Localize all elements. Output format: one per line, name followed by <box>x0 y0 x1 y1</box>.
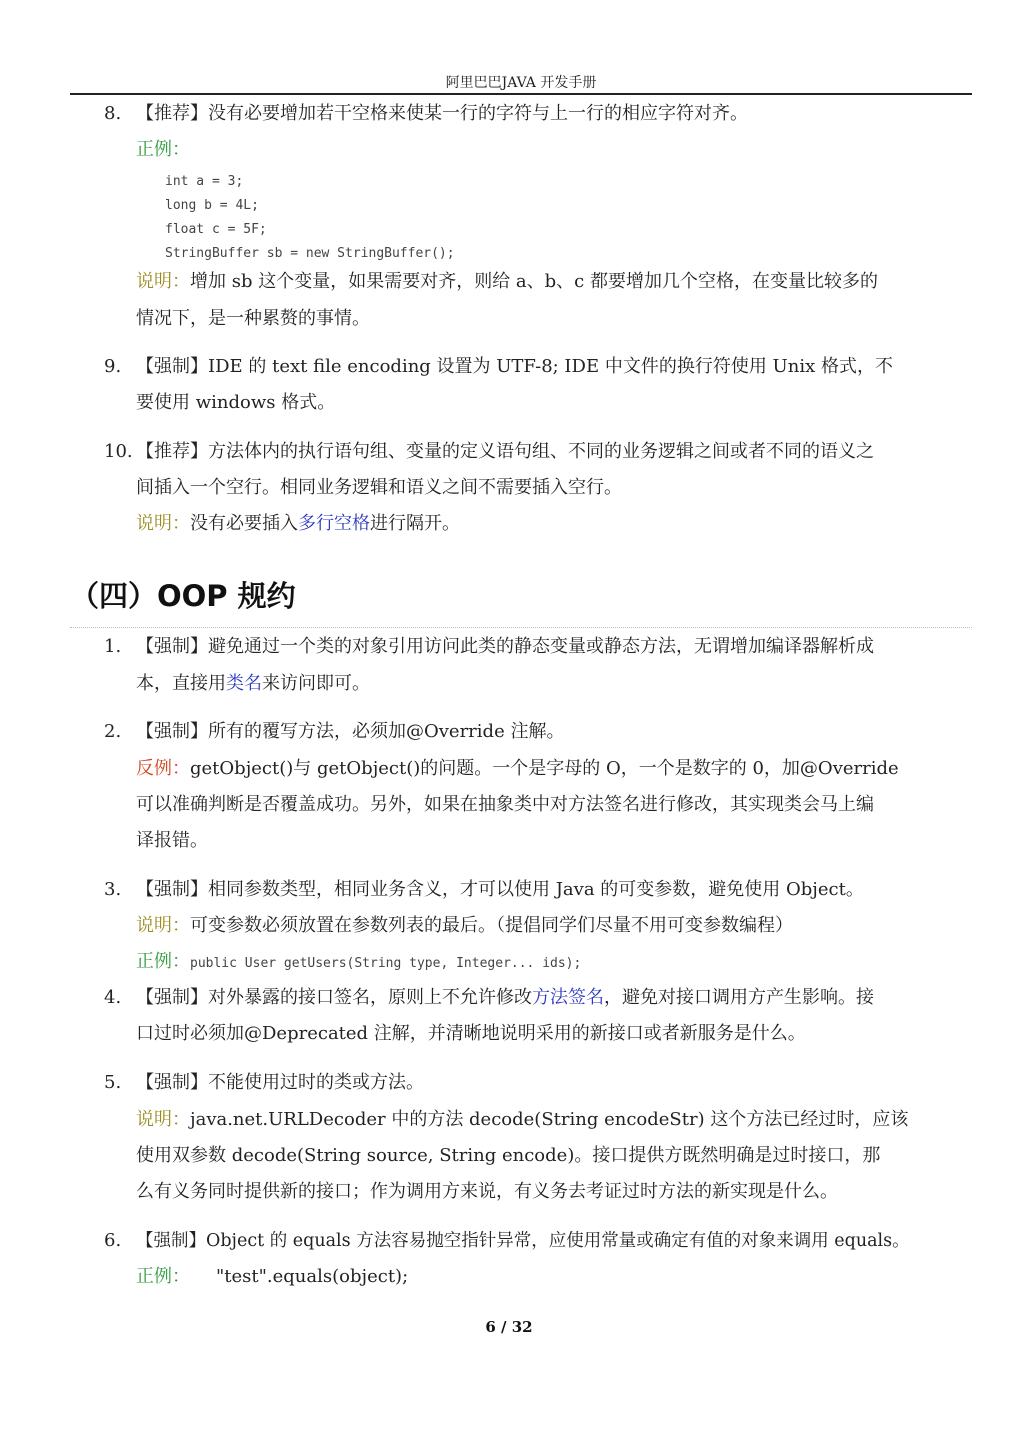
item-number: 8. <box>104 103 122 124</box>
counter-example-line <box>136 757 899 781</box>
counter-text: 可以准确判断是否覆盖成功。另外，如果在抽象类中对方法签名进行修改，其实现类会马上编 <box>136 794 874 815</box>
item-text: 【强制】不能使用过时的类或方法。 <box>136 1072 424 1093</box>
item-text: 【强制】IDE 的 text file encoding 设置为 UTF-8; IDE 中文件的换行符使用 Unix 格式，不 <box>136 356 893 377</box>
page-number: 6 / 32 <box>485 1318 533 1336</box>
link-text[interactable]: 类名 <box>226 673 262 694</box>
item-text: 口过时必须加@Deprecated 注解，并清晰地说明采用的新接口或者新服务是什么。 <box>136 1023 806 1044</box>
code-line: int a = 3; <box>165 174 244 189</box>
note-text: 进行隔开。 <box>370 513 460 534</box>
item-text: 【推荐】没有必要增加若干空格来使某一行的字符与上一行的相应字符对齐。 <box>136 103 748 124</box>
note-label: 说明： <box>136 915 190 936</box>
item-text: 间插入一个空行。相同业务逻辑和语义之间不需要插入空行。 <box>136 477 622 498</box>
text-segment: ，避免对接口调用方产生影响。接 <box>604 987 874 1008</box>
example-line <box>136 1265 408 1289</box>
code-line: StringBuffer sb = new StringBuffer(); <box>165 246 455 261</box>
item-text: 【强制】相同参数类型，相同业务含义，才可以使用 Java 的可变参数，避免使用 Object。 <box>136 879 864 900</box>
example-label: 正例： <box>136 951 190 972</box>
note-text: java.net.URLDecoder 中的方法 decode(String encodeStr) 这个方法已经过时，应该 <box>190 1109 909 1130</box>
item-number: 1. <box>104 636 122 657</box>
note-label: 说明： <box>136 271 190 292</box>
section-title: （四）OOP 规约 <box>70 579 296 613</box>
item-number: 3. <box>104 879 122 900</box>
section-divider <box>70 627 972 628</box>
text-segment: 本，直接用 <box>136 673 226 694</box>
example-line <box>136 950 581 976</box>
item-text: 【强制】Object 的 equals 方法容易抛空指针异常，应使用常量或确定有值的对象来调用 equals。 <box>136 1231 910 1251</box>
counter-text: 译报错。 <box>136 830 208 851</box>
text-segment: 【强制】对外暴露的接口签名，原则上不允许修改 <box>136 987 532 1008</box>
item-number: 5. <box>104 1072 122 1093</box>
link-text[interactable]: 方法签名 <box>532 987 604 1008</box>
example-label: 正例： <box>136 139 190 160</box>
item-text: 【推荐】方法体内的执行语句组、变量的定义语句组、不同的业务逻辑之间或者不同的语义之 <box>136 441 874 462</box>
item-text <box>136 986 874 1010</box>
code-line: long b = 4L; <box>165 198 259 213</box>
item-number: 6. <box>104 1230 122 1251</box>
example-code: "test".equals(object); <box>216 1266 409 1287</box>
item-text <box>136 672 370 696</box>
note-line <box>136 270 878 294</box>
note-label: 说明： <box>136 513 190 534</box>
item-number: 2. <box>104 721 122 742</box>
text-segment: 来访问即可。 <box>262 673 370 694</box>
item-number: 4. <box>104 987 122 1008</box>
item-number: 10. <box>104 441 133 462</box>
header-title: 阿里巴巴JAVA 开发手册 <box>445 75 597 91</box>
note-line: 情况下，是一种累赘的事情。 <box>136 308 370 329</box>
note-text: 没有必要插入 <box>190 513 298 534</box>
note-label: 说明： <box>136 1109 190 1130</box>
example-label: 正例： <box>136 1266 190 1287</box>
code-line: float c = 5F; <box>165 222 267 237</box>
item-number: 9. <box>104 356 122 377</box>
item-text: 【强制】避免通过一个类的对象引用访问此类的静态变量或静态方法，无谓增加编译器解析成 <box>136 636 874 657</box>
note-line <box>136 1108 908 1132</box>
page-header <box>70 72 972 95</box>
note-line <box>136 512 460 536</box>
page-footer <box>0 1318 1018 1336</box>
note-text: 使用双参数 decode(String source, String encode)。接口提供方既然明确是过时接口，那 <box>136 1145 881 1166</box>
note-text: 可变参数必须放置在参数列表的最后。（提倡同学们尽量不用可变参数编程） <box>190 915 793 936</box>
note-text: 增加 sb 这个变量，如果需要对齐，则给 a、b、c 都要增加几个空格，在变量比较多的 <box>190 271 878 292</box>
link-text[interactable]: 多行空格 <box>298 513 370 534</box>
item-text: 【强制】所有的覆写方法，必须加@Override 注解。 <box>136 721 565 742</box>
example-code: public User getUsers(String type, Integer... ids); <box>190 956 582 971</box>
note-text: 么有义务同时提供新的接口；作为调用方来说，有义务去考证过时方法的新实现是什么。 <box>136 1181 838 1202</box>
counter-example-label: 反例： <box>136 758 190 779</box>
item-text: 要使用 windows 格式。 <box>136 392 336 413</box>
note-line <box>136 914 793 938</box>
counter-text: getObject()与 getObject()的问题。一个是字母的 O，一个是数字的 0，加@Override <box>190 758 899 779</box>
